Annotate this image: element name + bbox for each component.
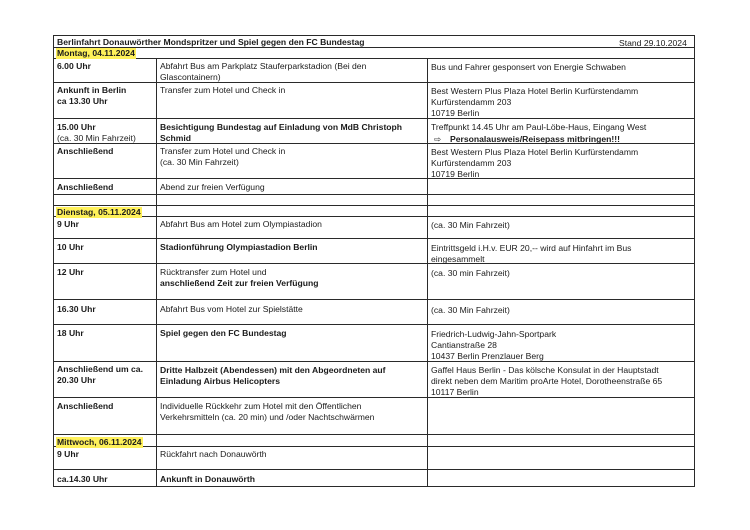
info-cell: 10437 Berlin Prenzlauer Berg — [431, 351, 544, 361]
event-cell: anschließend Zeit zur freien Verfügung — [160, 278, 319, 288]
table-rule — [53, 263, 694, 264]
info-cell: 10117 Berlin — [431, 387, 479, 397]
time-cell: ca 13.30 Uhr — [57, 96, 108, 106]
document-title: Berlinfahrt Donauwörther Mondspritzer und Spiel gegen den FC Bundestag — [57, 37, 365, 47]
event-cell: Glascontainern) — [160, 72, 221, 82]
event-cell: Individuelle Rückkehr zum Hotel mit den Öffentlichen — [160, 401, 362, 411]
event-cell: Dritte Halbzeit (Abendessen) mit den Abgeordneten auf — [160, 365, 386, 375]
event-cell: Einladung Airbus Helicopters — [160, 376, 281, 386]
day-label-tuesday: Dienstag, 05.11.2024 — [57, 207, 141, 217]
info-cell: Kurfürstendamm 203 — [431, 97, 512, 107]
table-rule — [53, 178, 694, 179]
table-rule — [53, 397, 694, 398]
event-cell: Transfer zum Hotel und Check in — [160, 146, 286, 156]
time-cell: 10 Uhr — [57, 242, 84, 252]
info-cell: Gaffel Haus Berlin - Das kölsche Konsulat in der Hauptstadt — [431, 365, 659, 375]
info-cell-note — [434, 134, 620, 145]
table-rule — [53, 118, 694, 119]
event-cell: Rücktransfer zum Hotel und — [160, 267, 267, 277]
table-rule — [53, 486, 694, 487]
time-cell: Anschließend — [57, 401, 114, 411]
time-cell: Anschließend um ca. — [57, 364, 143, 374]
table-rule — [694, 35, 695, 487]
table-rule — [156, 58, 157, 487]
event-cell: Abend zur freien Verfügung — [160, 182, 265, 192]
info-cell: Eintrittsgeld i.H.v. EUR 20,-- wird auf Hinfahrt im Bus — [431, 243, 632, 253]
event-cell: Abfahrt Bus am Hotel zum Olympiastadion — [160, 219, 322, 229]
table-rule — [53, 35, 694, 36]
table-rule — [53, 299, 694, 300]
event-cell: Verkehrsmitteln (ca. 20 min) und /oder Nachtschwärmen — [160, 412, 375, 422]
event-cell: Rückfahrt nach Donauwörth — [160, 449, 267, 459]
time-cell: 16.30 Uhr — [57, 304, 96, 314]
table-rule — [53, 35, 54, 487]
event-cell: Besichtigung Bundestag auf Einladung von MdB Christoph — [160, 122, 403, 132]
info-cell: (ca. 30 Min Fahrzeit) — [431, 305, 510, 315]
event-cell: Abfahrt Bus am Parkplatz Stauferparkstadion (Bei den — [160, 61, 367, 71]
passport-note: Personalausweis/Reisepass mitbringen!!! — [450, 134, 621, 144]
info-cell: Cantianstraße 28 — [431, 340, 497, 350]
arrow-right-icon: ⇨ — [434, 134, 442, 144]
day-label-monday: Montag, 04.11.2024 — [57, 48, 135, 58]
time-cell: Ankunft in Berlin — [57, 85, 127, 95]
info-cell: Friedrich-Ludwig-Jahn-Sportpark — [431, 329, 557, 339]
time-cell: 9 Uhr — [57, 219, 79, 229]
event-cell: Ankunft in Donauwörth — [160, 474, 255, 484]
event-cell: Schmid — [160, 133, 192, 143]
info-cell: 10719 Berlin — [431, 108, 480, 118]
info-cell: Bus und Fahrer gesponsert von Energie Schwaben — [431, 62, 626, 72]
info-cell: Treffpunkt 14.45 Uhr am Paul-Löbe-Haus, Eingang West — [431, 122, 647, 132]
info-cell: (ca. 30 Min Fahrzeit) — [431, 220, 510, 230]
event-cell: Abfahrt Bus vom Hotel zur Spielstätte — [160, 304, 303, 314]
info-cell: Kurfürstendamm 203 — [431, 158, 512, 168]
table-rule — [53, 324, 694, 325]
table-rule — [53, 216, 694, 217]
info-cell: eingesammelt — [431, 254, 485, 264]
table-rule — [53, 58, 694, 59]
table-rule — [53, 446, 694, 447]
time-cell: 15.00 Uhr — [57, 122, 96, 132]
event-cell: (ca. 30 Min Fahrzeit) — [160, 157, 239, 167]
table-rule — [427, 58, 428, 487]
time-cell: Anschließend — [57, 146, 114, 156]
table-rule — [53, 82, 694, 83]
info-cell: Best Western Plus Plaza Hotel Berlin Kurfürstendamm — [431, 86, 639, 96]
table-rule — [53, 361, 694, 362]
time-cell: 6.00 Uhr — [57, 61, 91, 71]
table-rule — [53, 434, 694, 435]
time-cell: 20.30 Uhr — [57, 375, 96, 385]
info-cell: direkt neben dem Maritim proArte Hotel, Dorotheenstraße 65 — [431, 376, 663, 386]
info-cell: Best Western Plus Plaza Hotel Berlin Kurfürstendamm — [431, 147, 639, 157]
table-rule — [53, 194, 694, 195]
info-cell: 10719 Berlin — [431, 169, 480, 179]
time-cell: ca.14.30 Uhr — [57, 474, 108, 484]
info-cell: (ca. 30 min Fahrzeit) — [431, 268, 510, 278]
day-label-wednesday: Mittwoch, 06.11.2024 — [57, 437, 142, 447]
time-cell: Anschließend — [57, 182, 114, 192]
table-rule — [53, 469, 694, 470]
time-cell: 9 Uhr — [57, 449, 79, 459]
table-rule — [53, 205, 694, 206]
stand-date: Stand 29.10.2024 — [619, 38, 687, 48]
time-cell: 12 Uhr — [57, 267, 84, 277]
event-cell: Spiel gegen den FC Bundestag — [160, 328, 287, 338]
table-rule — [53, 238, 694, 239]
event-cell: Transfer zum Hotel und Check in — [160, 85, 286, 95]
event-cell: Stadionführung Olympiastadion Berlin — [160, 242, 318, 252]
time-cell: 18 Uhr — [57, 328, 84, 338]
time-cell: (ca. 30 Min Fahrzeit) — [57, 133, 136, 143]
